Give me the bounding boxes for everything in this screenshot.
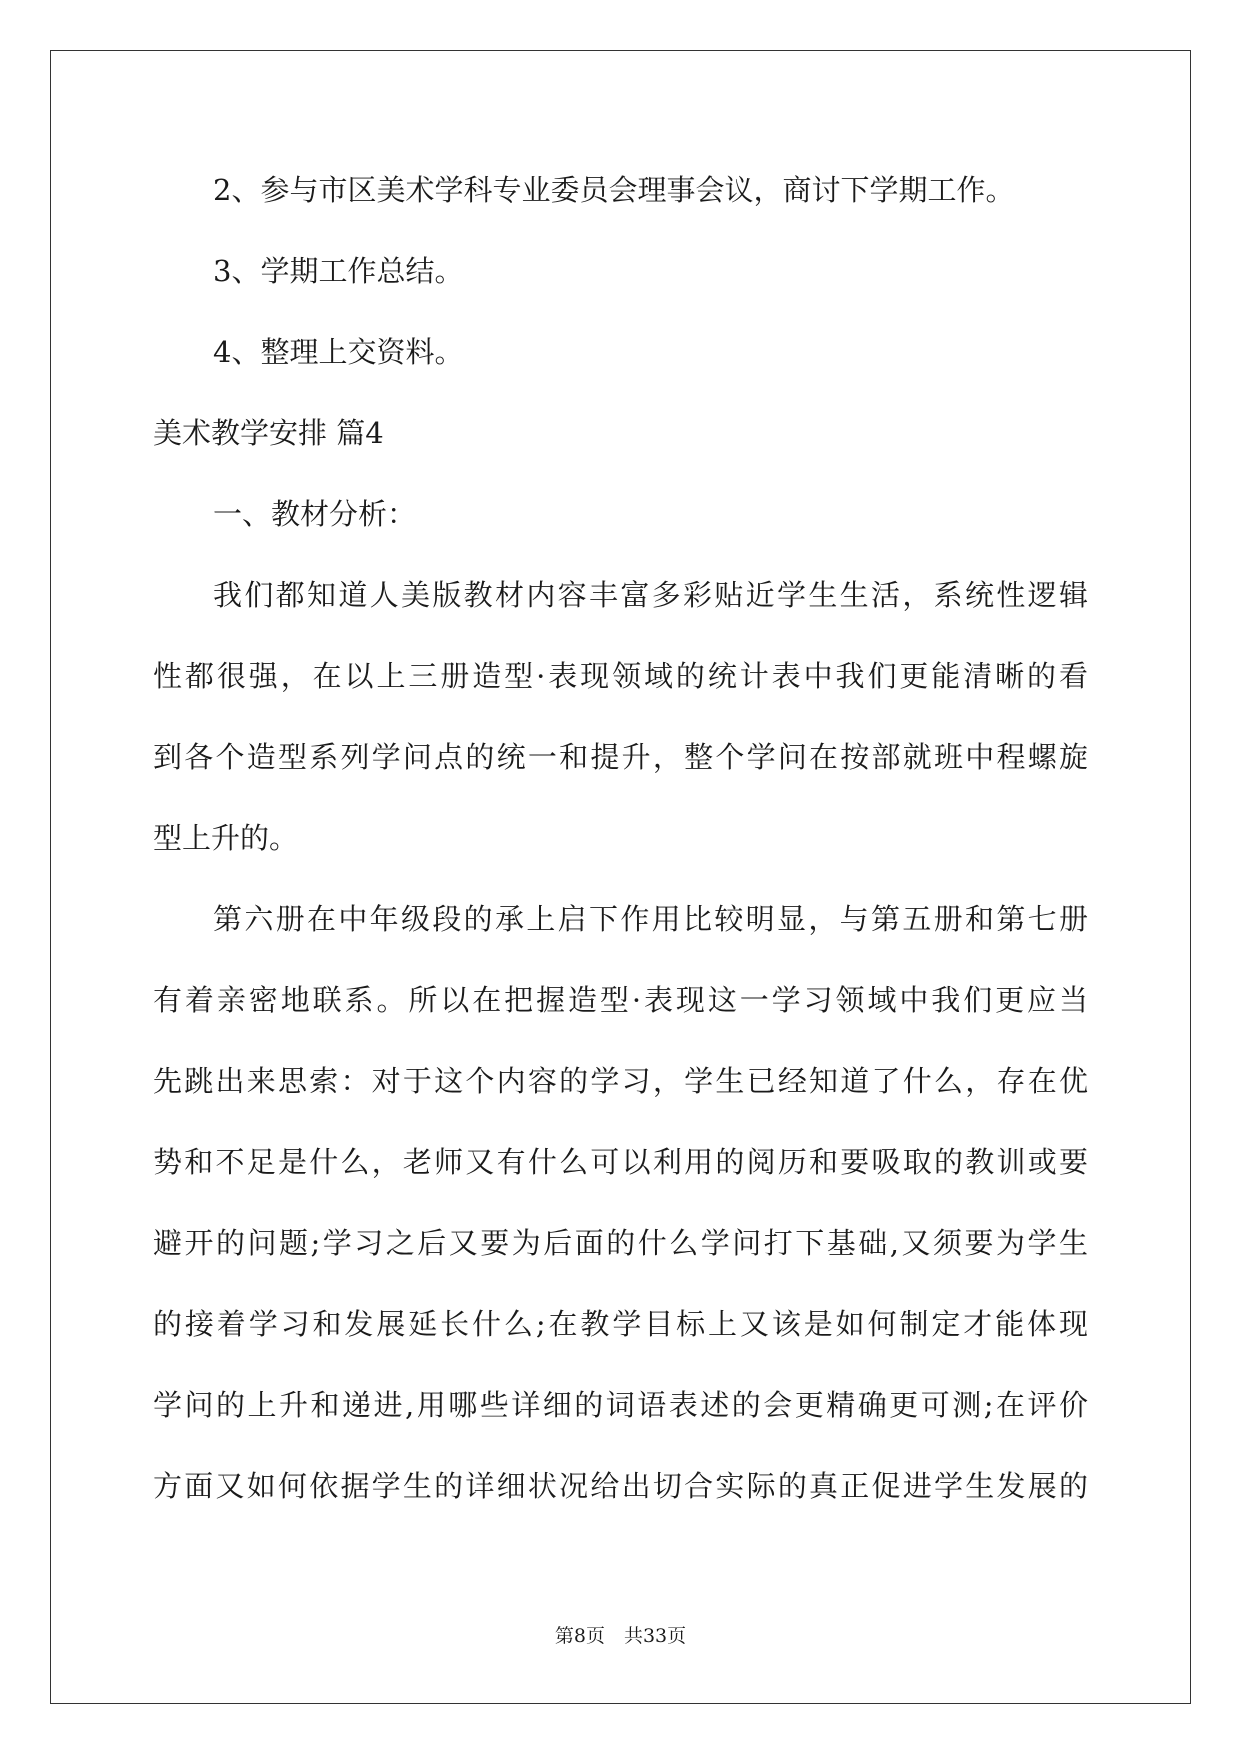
paragraph-2-line-6: 的接着学习和发展延长什么;在教学目标上又该是如何制定才能体现 <box>153 1307 1088 1341</box>
list-item-2: 2、参与市区美术学科专业委员会理事会议，商讨下学期工作。 <box>213 173 1015 207</box>
paragraph-2-line-7: 学问的上升和递进,用哪些详细的词语表述的会更精确更可测;在评价 <box>153 1388 1088 1422</box>
paragraph-2-line-3: 先跳出来思索：对于这个内容的学习，学生已经知道了什么，存在优 <box>153 1064 1088 1098</box>
paragraph-2-line-5: 避开的问题;学习之后又要为后面的什么学问打下基础,又须要为学生 <box>153 1226 1088 1260</box>
paragraph-1-line-2: 性都很强，在以上三册造型·表现领域的统计表中我们更能清晰的看 <box>153 659 1088 693</box>
paragraph-2-line-8: 方面又如何依据学生的详细状况给出切合实际的真正促进学生发展的 <box>153 1469 1088 1503</box>
paragraph-2-line-1: 第六册在中年级段的承上启下作用比较明显，与第五册和第七册 <box>213 902 1088 936</box>
paragraph-2-line-4: 势和不足是什么，老师又有什么可以利用的阅历和要吸取的教训或要 <box>153 1145 1088 1179</box>
paragraph-1-line-1: 我们都知道人美版教材内容丰富多彩贴近学生生活，系统性逻辑 <box>213 578 1088 612</box>
paragraph-1-line-3: 到各个造型系列学问点的统一和提升，整个学问在按部就班中程螺旋 <box>153 740 1088 774</box>
document-body <box>153 150 1088 1527</box>
list-item-4: 4、整理上交资料。 <box>213 335 464 369</box>
page-number-footer: 第8页 共33页 <box>554 1625 687 1647</box>
subheading-textbook-analysis: 一、教材分析： <box>213 497 417 531</box>
paragraph-2-line-2: 有着亲密地联系。所以在把握造型·表现这一学习领域中我们更应当 <box>153 983 1088 1017</box>
paragraph-1-line-4: 型上升的。 <box>153 821 299 855</box>
list-item-3: 3、学期工作总结。 <box>213 254 464 288</box>
section-heading: 美术教学安排 篇4 <box>153 416 384 450</box>
